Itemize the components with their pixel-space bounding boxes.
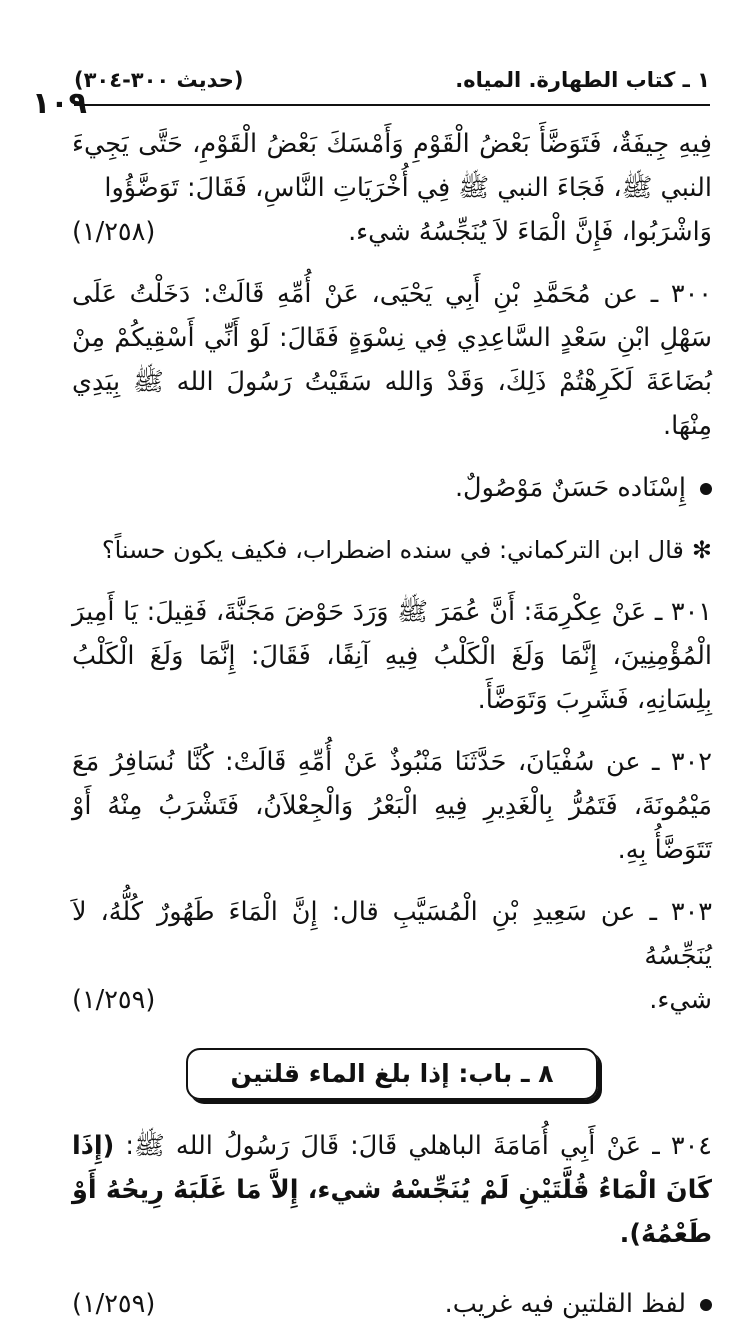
running-header: [74, 68, 710, 92]
hadith-303-text: ٣٠٣ ـ عن سَعِيدِ بْنِ الْمُسَيَّبِ قال: إِنَّ الْمَاءَ طَهُورٌ كُلُّهُ، لاَ يُنَجِّسُهُ: [72, 897, 712, 971]
continuation-text-end: وَاشْرَبُوا، فَإِنَّ الْمَاءَ لاَ يُنَجِّسُهُ شيء.: [348, 217, 712, 247]
page-content: [72, 122, 712, 1344]
hadith-304-intro: ٣٠٤ ـ عَنْ أَبِي أُمَامَةَ الباهلي قَالَ: قَالَ رَسُولُ الله ﷺ:: [125, 1131, 712, 1161]
final-note-text-wrap: [445, 1282, 712, 1326]
hadith-304-quote: (إِذَا كَانَ الْمَاءُ قُلَّتَيْنِ لَمْ يُنَجِّسْهُ شيء، إِلاَّ مَا غَلَبَهُ رِيحُهُ أَوْ طَعْمُهُ).: [72, 1131, 712, 1249]
hadith-303-last-line: [72, 978, 712, 1022]
hadith-304: [72, 1124, 712, 1256]
continuation-last-line: [72, 210, 712, 254]
header-rule: [74, 104, 710, 106]
chapter-heading-box: [186, 1048, 598, 1100]
final-note: [72, 1282, 712, 1326]
continuation-text: فِيهِ جِيفَةٌ، فَتَوَضَّأَ بَعْضُ الْقَوْمِ وَأَمْسَكَ بَعْضُ الْقَوْمِ، حَتَّى يَجِيءَ النبي ﷺ، فَجَاءَ النبي ﷺ فِي أُخْرَيَاتِ النَّاسِ، فَقَالَ: تَوَضَّؤُوا: [72, 129, 712, 203]
grading-300: [72, 466, 712, 510]
paragraph-continuation: [72, 122, 712, 254]
final-note-text: لفظ القلتين فيه غريب.: [444, 1289, 686, 1319]
asterisk-icon: ✻: [691, 536, 712, 564]
chapter-title: ٨ ـ باب: إذا بلغ الماء قلتين: [230, 1059, 554, 1088]
hadith-300: ٣٠٠ ـ عن مُحَمَّدِ بْنِ أَبِي يَحْيَى، عَنْ أُمِّهِ قَالَتْ: دَخَلْتُ عَلَى سَهْلِ ابْنِ سَعْدٍ السَّاعِدِي فِي نِسْوَةٍ فَقَالَ: لَوْ أَنِّي أَسْقِيكُمْ مِنْ بُضَاعَةَ لَكَرِهْتُمْ ذَلِكَ، وَقَدْ وَالله سَقَيْتُ رَسُولَ الله ﷺ بِيَدِي مِنْهَا.: [72, 279, 712, 441]
star-note: [72, 528, 712, 572]
reference-258: (١/٢٥٨): [72, 217, 156, 247]
hadith-302: ٣٠٢ ـ عن سُفْيَانَ، حَدَّثَنَا مَنْبُوذٌ عَنْ أُمِّهِ قَالَتْ: كُنَّا نُسَافِرُ مَعَ مَيْمُونَةَ، فَتَمُرُّ بِالْغَدِيرِ فِيهِ الْبَعْرُ وَالْجِعْلاَنُ، فَتَشْرَبُ مِنْهُ أَوْ تَتَوَضَّأُ بِهِ.: [72, 747, 712, 865]
reference-259-b: (١/٢٥٩): [72, 1289, 156, 1319]
reference-259-a: (١/٢٥٩): [72, 985, 156, 1015]
hadith-303-text-end: شيء.: [649, 985, 712, 1015]
grading-300-text: إِسْنَاده حَسَنٌ مَوْصُولٌ.: [454, 473, 686, 503]
hadith-301: ٣٠١ ـ عَنْ عِكْرِمَةَ: أَنَّ عُمَرَ ﷺ وَرَدَ حَوْضَ مَجَنَّةَ، فَقِيلَ: يَا أَمِيرَ الْمُؤْمِنِينَ، إِنَّمَا وَلَغَ الْكَلْبُ فِيهِ آنِفًا، فَقَالَ: إِنَّمَا وَلَغَ الْكَلْبُ بِلِسَانِهِ، فَشَرِبَ وَتَوَضَّأَ.: [72, 597, 712, 715]
header-book-title: ١ ـ كتاب الطهارة. المياه.: [455, 68, 710, 92]
bullet-icon: [700, 483, 712, 495]
page-number: ١٠٩: [32, 86, 87, 121]
hadith-303: [72, 890, 712, 1022]
header-hadith-range: (حديث ٣٠٠-٣٠٤): [74, 68, 244, 92]
bullet-icon: [700, 1299, 712, 1311]
star-note-text: قال ابن التركماني: في سنده اضطراب، فكيف يكون حسناً؟: [101, 536, 684, 564]
